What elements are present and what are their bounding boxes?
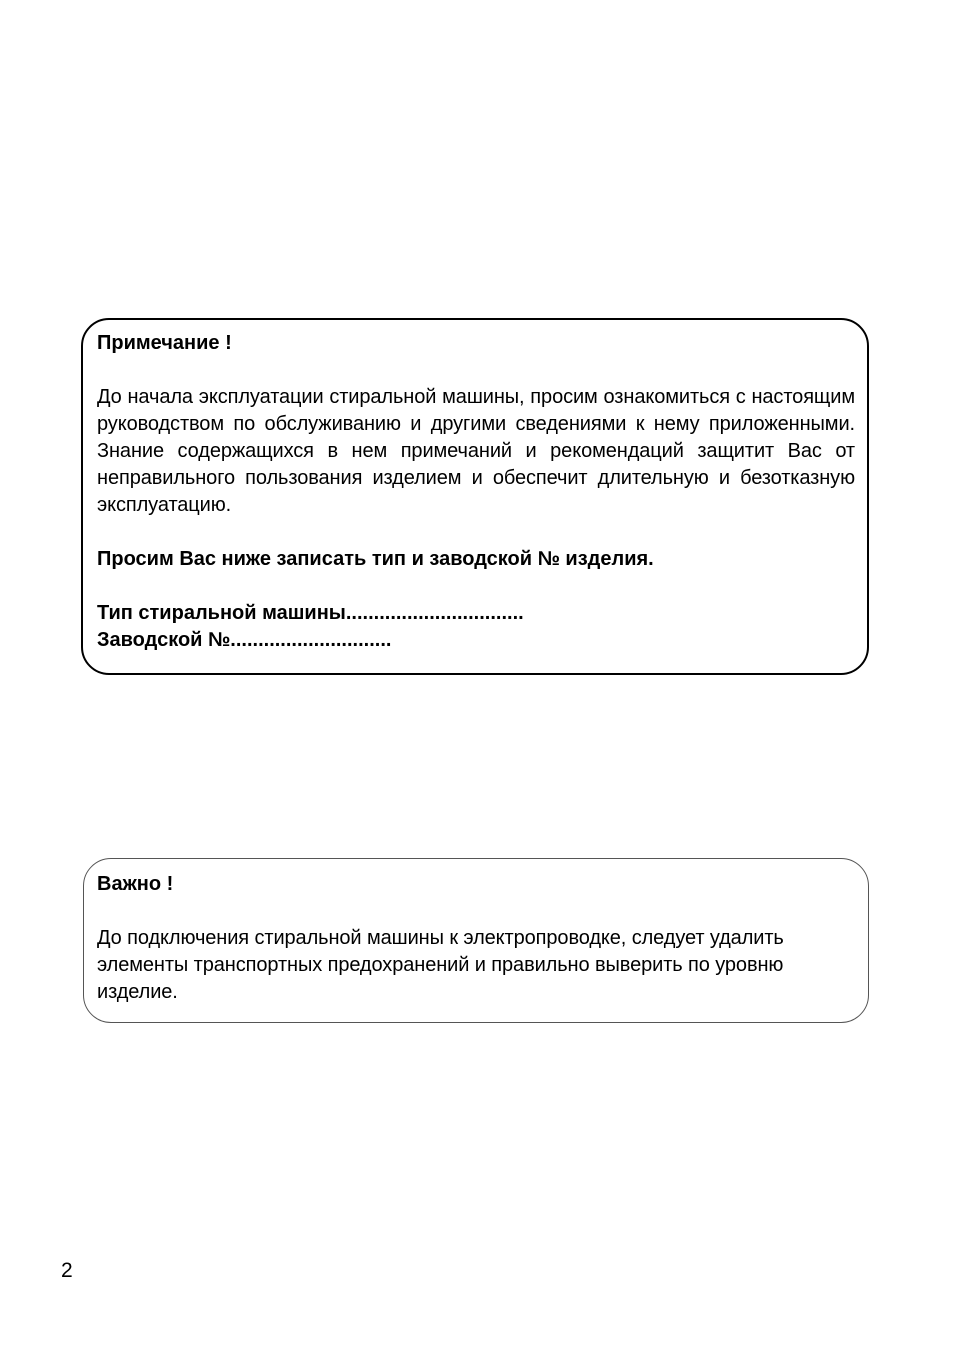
note-body: До начала эксплуатации стиральной машины, просим ознакомиться с настоящим руководством по обслуживанию и другими сведениями к нему приложенными. Знание содержащихся в нем примечаний и рекомендаций защитит Вас от неправильного пользования изделием и обеспечит длительную и безотказную эксплуатацию. [97,386,855,516]
note-request: Просим Вас ниже записать тип и заводской № изделия. [97,548,654,570]
note-title: Примечание ! [97,332,232,354]
note-box [81,318,869,675]
important-title: Важно ! [97,873,174,895]
machine-type-field: Тип стиральной машины................................ [97,602,524,624]
serial-number-field: Заводской №............................. [97,629,392,651]
important-box [83,858,869,1023]
important-body: До подключения стиральной машины к электропроводке, следует удалить элементы транспортных предохранений и правильно выверить по уровню изделие. [97,927,784,1003]
record-fields [97,600,855,654]
page-number: 2 [61,1259,73,1282]
